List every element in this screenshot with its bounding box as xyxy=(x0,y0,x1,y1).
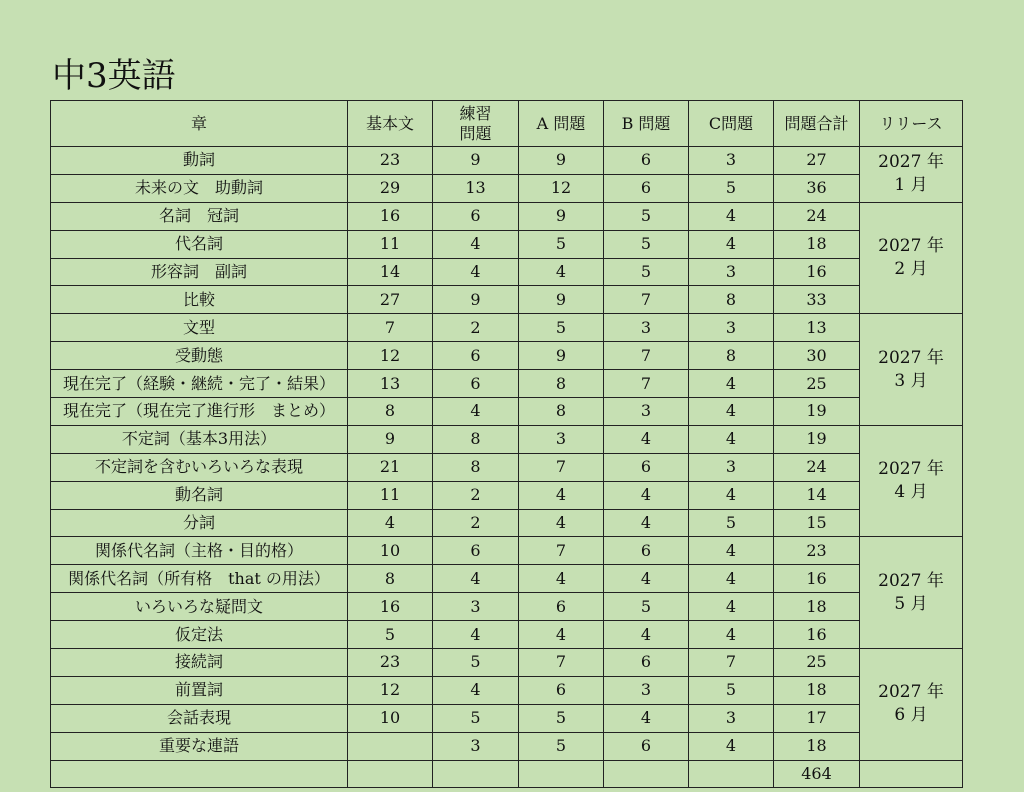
c-cell: 4 xyxy=(689,398,774,426)
a-cell: 6 xyxy=(519,593,604,621)
a-cell: 4 xyxy=(519,481,604,509)
a-cell: 5 xyxy=(519,314,604,342)
table-row xyxy=(51,565,963,593)
a-cell: 9 xyxy=(519,147,604,175)
b-cell: 5 xyxy=(604,593,689,621)
table-row xyxy=(51,258,963,286)
a-cell: 7 xyxy=(519,453,604,481)
b-cell: 6 xyxy=(604,732,689,760)
header-basic: 基本文 xyxy=(348,101,433,147)
header-total: 問題合計 xyxy=(774,101,860,147)
basic-cell: 10 xyxy=(348,537,433,565)
release-cell xyxy=(860,202,963,314)
release-cell xyxy=(860,147,963,203)
release-year: 2027 年 xyxy=(878,347,944,368)
practice-cell: 4 xyxy=(433,230,519,258)
totals-c-cell xyxy=(689,760,774,788)
table-row xyxy=(51,676,963,704)
practice-cell: 9 xyxy=(433,286,519,314)
practice-cell: 4 xyxy=(433,565,519,593)
table-row xyxy=(51,509,963,537)
basic-cell: 5 xyxy=(348,621,433,649)
chapter-cell: 未来の文 助動詞 xyxy=(51,174,348,202)
table-row xyxy=(51,314,963,342)
basic-cell xyxy=(348,732,433,760)
basic-cell: 23 xyxy=(348,147,433,175)
release-cell xyxy=(860,537,963,649)
c-cell: 5 xyxy=(689,174,774,202)
basic-cell: 16 xyxy=(348,593,433,621)
table-row xyxy=(51,147,963,175)
release-month: 1 月 xyxy=(894,175,928,196)
c-cell: 3 xyxy=(689,453,774,481)
a-cell: 4 xyxy=(519,509,604,537)
basic-cell: 12 xyxy=(348,342,433,370)
total-cell: 24 xyxy=(774,202,860,230)
a-cell: 4 xyxy=(519,258,604,286)
table-row xyxy=(51,453,963,481)
c-cell: 4 xyxy=(689,621,774,649)
chapter-cell: 現在完了（現在完了進行形 まとめ） xyxy=(51,398,348,426)
b-cell: 6 xyxy=(604,147,689,175)
total-cell: 18 xyxy=(774,593,860,621)
a-cell: 7 xyxy=(519,649,604,677)
practice-cell: 2 xyxy=(433,509,519,537)
release-cell xyxy=(860,314,963,426)
c-cell: 4 xyxy=(689,537,774,565)
total-cell: 24 xyxy=(774,453,860,481)
practice-cell: 3 xyxy=(433,732,519,760)
basic-cell: 11 xyxy=(348,481,433,509)
practice-cell: 13 xyxy=(433,174,519,202)
c-cell: 8 xyxy=(689,286,774,314)
totals-chapter-cell xyxy=(51,760,348,788)
chapter-cell: 重要な連語 xyxy=(51,732,348,760)
basic-cell: 23 xyxy=(348,649,433,677)
b-cell: 6 xyxy=(604,453,689,481)
c-cell: 5 xyxy=(689,509,774,537)
a-cell: 4 xyxy=(519,621,604,649)
header-practice-line2: 問題 xyxy=(459,123,492,143)
practice-cell: 6 xyxy=(433,202,519,230)
total-cell: 19 xyxy=(774,425,860,453)
b-cell: 3 xyxy=(604,314,689,342)
table-row xyxy=(51,370,963,398)
basic-cell: 9 xyxy=(348,425,433,453)
basic-cell: 13 xyxy=(348,370,433,398)
chapter-cell: 接続詞 xyxy=(51,649,348,677)
practice-cell: 4 xyxy=(433,258,519,286)
header-release: リリース xyxy=(860,101,963,147)
practice-cell: 9 xyxy=(433,147,519,175)
b-cell: 4 xyxy=(604,704,689,732)
total-cell: 16 xyxy=(774,258,860,286)
b-cell: 7 xyxy=(604,286,689,314)
a-cell: 5 xyxy=(519,732,604,760)
c-cell: 5 xyxy=(689,676,774,704)
basic-cell: 10 xyxy=(348,704,433,732)
table-row xyxy=(51,174,963,202)
release-year: 2027 年 xyxy=(878,152,944,173)
practice-cell: 8 xyxy=(433,425,519,453)
basic-cell: 8 xyxy=(348,565,433,593)
total-cell: 16 xyxy=(774,621,860,649)
header-c: C問題 xyxy=(689,101,774,147)
a-cell: 12 xyxy=(519,174,604,202)
totals-practice-cell xyxy=(433,760,519,788)
page-title: 中3英語 xyxy=(52,56,176,96)
b-cell: 5 xyxy=(604,202,689,230)
basic-cell: 21 xyxy=(348,453,433,481)
practice-cell: 2 xyxy=(433,481,519,509)
b-cell: 6 xyxy=(604,174,689,202)
chapter-cell: 文型 xyxy=(51,314,348,342)
a-cell: 9 xyxy=(519,342,604,370)
totals-row xyxy=(51,760,963,788)
chapter-cell: 現在完了（経験・継続・完了・結果） xyxy=(51,370,348,398)
c-cell: 3 xyxy=(689,314,774,342)
table-row xyxy=(51,230,963,258)
release-schedule-table xyxy=(50,100,963,788)
a-cell: 7 xyxy=(519,537,604,565)
totals-release-cell xyxy=(860,760,963,788)
chapter-cell: 前置詞 xyxy=(51,676,348,704)
a-cell: 5 xyxy=(519,704,604,732)
c-cell: 4 xyxy=(689,230,774,258)
basic-cell: 27 xyxy=(348,286,433,314)
release-month: 4 月 xyxy=(894,482,928,503)
release-year: 2027 年 xyxy=(878,570,944,591)
c-cell: 3 xyxy=(689,704,774,732)
total-cell: 27 xyxy=(774,147,860,175)
basic-cell: 11 xyxy=(348,230,433,258)
header-chapter: 章 xyxy=(51,101,348,147)
table-row xyxy=(51,593,963,621)
total-cell: 18 xyxy=(774,230,860,258)
header-row xyxy=(51,101,963,147)
table-row xyxy=(51,621,963,649)
release-month: 5 月 xyxy=(894,593,928,614)
totals-b-cell xyxy=(604,760,689,788)
chapter-cell: 名詞 冠詞 xyxy=(51,202,348,230)
chapter-cell: 動名詞 xyxy=(51,481,348,509)
b-cell: 7 xyxy=(604,342,689,370)
practice-cell: 8 xyxy=(433,453,519,481)
total-cell: 13 xyxy=(774,314,860,342)
basic-cell: 12 xyxy=(348,676,433,704)
total-cell: 36 xyxy=(774,174,860,202)
basic-cell: 14 xyxy=(348,258,433,286)
chapter-cell: 仮定法 xyxy=(51,621,348,649)
b-cell: 5 xyxy=(604,258,689,286)
c-cell: 4 xyxy=(689,565,774,593)
release-cell xyxy=(860,649,963,761)
table-row xyxy=(51,537,963,565)
table-row xyxy=(51,286,963,314)
table-row xyxy=(51,202,963,230)
b-cell: 5 xyxy=(604,230,689,258)
table-row xyxy=(51,342,963,370)
release-year: 2027 年 xyxy=(878,459,944,480)
chapter-cell: いろいろな疑問文 xyxy=(51,593,348,621)
basic-cell: 4 xyxy=(348,509,433,537)
total-cell: 18 xyxy=(774,676,860,704)
b-cell: 4 xyxy=(604,509,689,537)
total-cell: 17 xyxy=(774,704,860,732)
c-cell: 4 xyxy=(689,202,774,230)
a-cell: 8 xyxy=(519,398,604,426)
total-cell: 19 xyxy=(774,398,860,426)
practice-cell: 4 xyxy=(433,676,519,704)
basic-cell: 8 xyxy=(348,398,433,426)
a-cell: 6 xyxy=(519,676,604,704)
total-cell: 15 xyxy=(774,509,860,537)
c-cell: 4 xyxy=(689,370,774,398)
b-cell: 4 xyxy=(604,565,689,593)
basic-cell: 29 xyxy=(348,174,433,202)
chapter-cell: 動詞 xyxy=(51,147,348,175)
chapter-cell: 不定詞（基本3用法） xyxy=(51,425,348,453)
total-cell: 16 xyxy=(774,565,860,593)
total-cell: 30 xyxy=(774,342,860,370)
header-practice-line1: 練習 xyxy=(459,103,492,123)
release-month: 2 月 xyxy=(894,259,928,280)
total-cell: 25 xyxy=(774,649,860,677)
practice-cell: 6 xyxy=(433,370,519,398)
c-cell: 4 xyxy=(689,481,774,509)
chapter-cell: 不定詞を含むいろいろな表現 xyxy=(51,453,348,481)
c-cell: 3 xyxy=(689,258,774,286)
b-cell: 3 xyxy=(604,676,689,704)
chapter-cell: 代名詞 xyxy=(51,230,348,258)
b-cell: 4 xyxy=(604,425,689,453)
chapter-cell: 関係代名詞（所有格 that の用法） xyxy=(51,565,348,593)
b-cell: 3 xyxy=(604,398,689,426)
table-row xyxy=(51,649,963,677)
b-cell: 7 xyxy=(604,370,689,398)
practice-cell: 6 xyxy=(433,537,519,565)
table-row xyxy=(51,732,963,760)
c-cell: 3 xyxy=(689,147,774,175)
chapter-cell: 比較 xyxy=(51,286,348,314)
b-cell: 6 xyxy=(604,537,689,565)
chapter-cell: 分詞 xyxy=(51,509,348,537)
table-row xyxy=(51,398,963,426)
total-cell: 23 xyxy=(774,537,860,565)
practice-cell: 6 xyxy=(433,342,519,370)
header-a: A 問題 xyxy=(519,101,604,147)
total-cell: 14 xyxy=(774,481,860,509)
chapter-cell: 形容詞 副詞 xyxy=(51,258,348,286)
totals-a-cell xyxy=(519,760,604,788)
grand-total-cell: 464 xyxy=(774,760,860,788)
release-year: 2027 年 xyxy=(878,236,944,257)
release-year: 2027 年 xyxy=(878,682,944,703)
total-cell: 18 xyxy=(774,732,860,760)
c-cell: 7 xyxy=(689,649,774,677)
practice-cell: 5 xyxy=(433,649,519,677)
b-cell: 4 xyxy=(604,481,689,509)
chapter-cell: 受動態 xyxy=(51,342,348,370)
table-row xyxy=(51,425,963,453)
totals-basic-cell xyxy=(348,760,433,788)
total-cell: 33 xyxy=(774,286,860,314)
chapter-cell: 会話表現 xyxy=(51,704,348,732)
b-cell: 6 xyxy=(604,649,689,677)
c-cell: 4 xyxy=(689,425,774,453)
practice-cell: 2 xyxy=(433,314,519,342)
b-cell: 4 xyxy=(604,621,689,649)
a-cell: 8 xyxy=(519,370,604,398)
header-practice xyxy=(433,101,519,147)
a-cell: 5 xyxy=(519,230,604,258)
a-cell: 3 xyxy=(519,425,604,453)
c-cell: 4 xyxy=(689,593,774,621)
practice-cell: 4 xyxy=(433,621,519,649)
c-cell: 8 xyxy=(689,342,774,370)
chapter-cell: 関係代名詞（主格・目的格） xyxy=(51,537,348,565)
practice-cell: 5 xyxy=(433,704,519,732)
c-cell: 4 xyxy=(689,732,774,760)
release-month: 3 月 xyxy=(894,370,928,391)
release-cell xyxy=(860,425,963,537)
basic-cell: 16 xyxy=(348,202,433,230)
a-cell: 9 xyxy=(519,202,604,230)
table-row xyxy=(51,704,963,732)
table-row xyxy=(51,481,963,509)
a-cell: 4 xyxy=(519,565,604,593)
practice-cell: 4 xyxy=(433,398,519,426)
basic-cell: 7 xyxy=(348,314,433,342)
header-b: B 問題 xyxy=(604,101,689,147)
a-cell: 9 xyxy=(519,286,604,314)
practice-cell: 3 xyxy=(433,593,519,621)
total-cell: 25 xyxy=(774,370,860,398)
release-month: 6 月 xyxy=(894,705,928,726)
